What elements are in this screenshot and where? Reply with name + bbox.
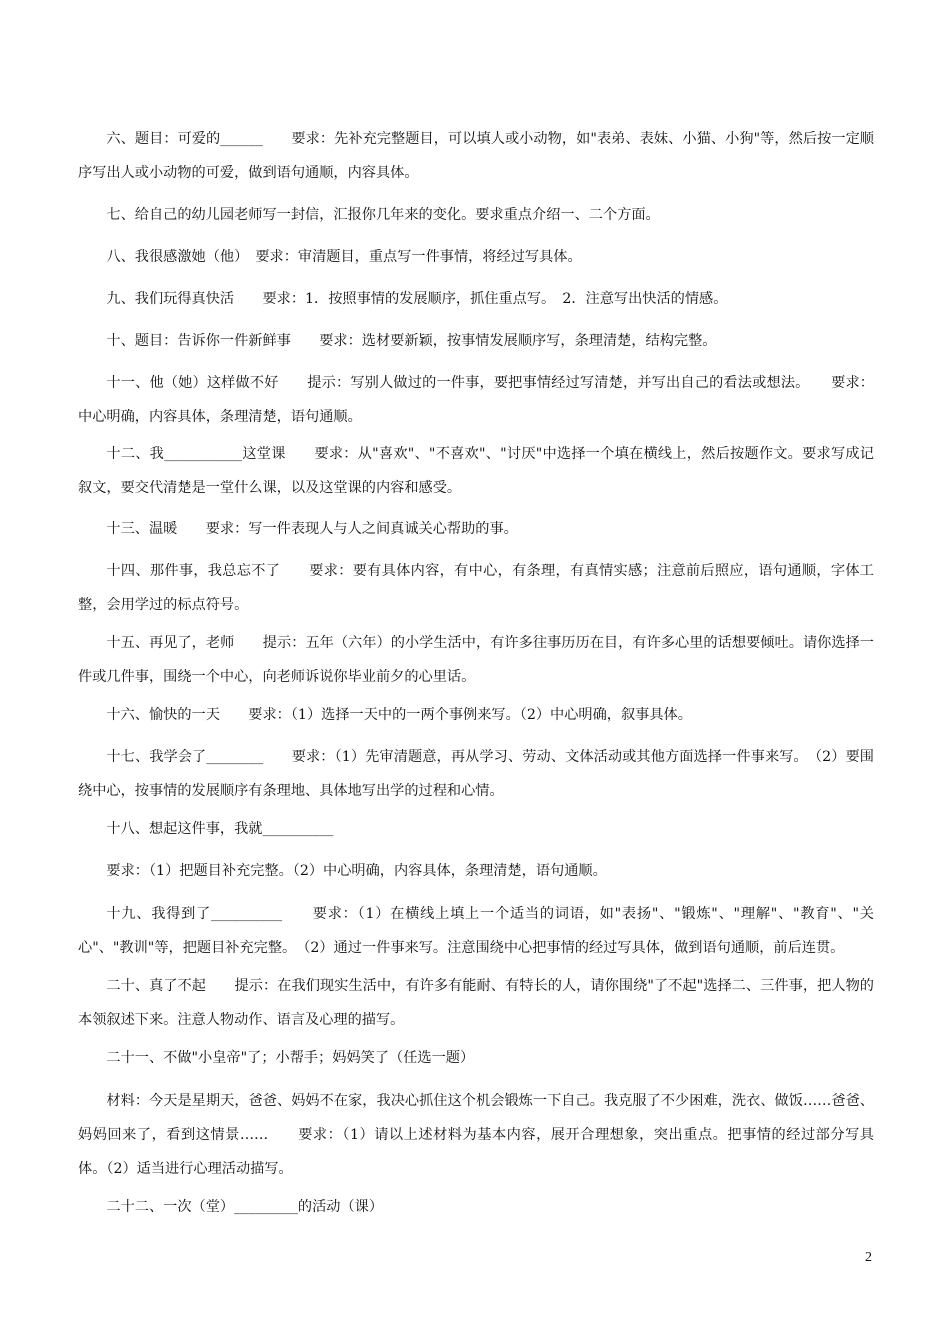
paragraph-18: 十八、想起这件事，我就__________ (106, 821, 334, 837)
paragraph-22: 二十二、一次（堂）_________的活动（课） (106, 1199, 384, 1215)
paragraph-21-material: 材料：今天是星期天，爸爸、妈妈不在家，我决心抓住这个机会锻炼一下自己。我克服了不少困难，洗衣、做饭……爸爸、妈妈回来了，看到这情景…… 要求：（1）请以上述材料为基本内容，展开合理想象，突出重点。把事情的经过部分写具体。（2）适当进行心理活动描写。 (78, 1093, 874, 1177)
paragraph-12: 十二、我___________这堂课 要求：从"喜欢"、"不喜欢"、"讨厌"中选择一个填在横线上，然后按题作文。要求写成记叙文，要交代清楚是一堂什么课，以及这堂课的内容和感受。 (78, 446, 874, 496)
paragraph-21: 二十一、不做"小皇帝"了；小帮手；妈妈笑了（任选一题） (106, 1050, 475, 1066)
paragraph-7: 七、给自己的幼儿园老师写一封信，汇报你几年来的变化。要求重点介绍一、二个方面。 (106, 207, 660, 223)
page-number: 2 (865, 1250, 872, 1265)
paragraph-8: 八、我很感激她（他） 要求：审清题目，重点写一件事情，将经过写具体。 (106, 249, 582, 265)
paragraph-15: 十五、再见了，老师 提示：五年（六年）的小学生活中，有许多往事历历在目，有许多心里的话想要倾吐。请你选择一件或几件事，围绕一个中心，向老师诉说你毕业前夕的心里话。 (78, 635, 874, 685)
paragraph-20: 二十、真了不起 提示：在我们现实生活中，有许多有能耐、有特长的人，请你围绕"了不起"选择二、三件事，把人物的本领叙述下来。注意人物动作、语言及心理的描写。 (78, 978, 874, 1028)
paragraph-14: 十四、那件事，我总忘不了 要求：要有具体内容，有中心，有条理，有真情实感；注意前后照应，语句通顺，字体工整，会用学过的标点符号。 (78, 563, 874, 613)
paragraph-13: 十三、温暖 要求：写一件表现人与人之间真诚关心帮助的事。 (106, 521, 518, 537)
paragraph-18-requirements: 要求：（1）把题目补充完整。（2）中心明确，内容具体，条理清楚，语句通顺。 (106, 863, 607, 879)
paragraph-11: 十一、他（她）这样做不好 提示：写别人做过的一件事，要把事情经过写清楚，并写出自己的看法或想法。 要求：中心明确，内容具体，条理清楚，语句通顺。 (78, 375, 874, 425)
paragraph-6: 六、题目：可爱的______ 要求：先补充完整题目，可以填人或小动物，如"表弟、表妹、小猫、小狗"等，然后按一定顺序写出人或小动物的可爱，做到语句通顺，内容具体。 (78, 131, 874, 181)
paragraph-9: 九、我们玩得真快活 要求：1．按照事情的发展顺序，抓住重点写。 2．注意写出快活的情感。 (106, 291, 728, 307)
paragraph-17: 十七、我学会了________ 要求：（1）先审清题意，再从学习、劳动、文体活动或其他方面选择一件事来写。 （2）要围绕中心，按事情的发展顺序有条理地、具体地写出学的过程和心情。 (78, 749, 874, 799)
paragraph-19: 十九、我得到了__________ 要求：（1）在横线上填上一个适当的词语，如"表扬"、"锻炼"、"理解"、"教育"、"关心"、"教训"等，把题目补充完整。 （2）通过一件事来写。注意围绕中心把事情的经过写具体，做到语句通顺，前后连贯。 (78, 906, 874, 956)
paragraph-10: 十、题目：告诉你一件新鲜事 要求：选材要新颖，按事情发展顺序写，条理清楚，结构完整。 (106, 333, 717, 349)
paragraph-16: 十六、愉快的一天 要求：（1）选择一天中的一两个事例来写。（2）中心明确，叙事具体。 (106, 707, 692, 723)
